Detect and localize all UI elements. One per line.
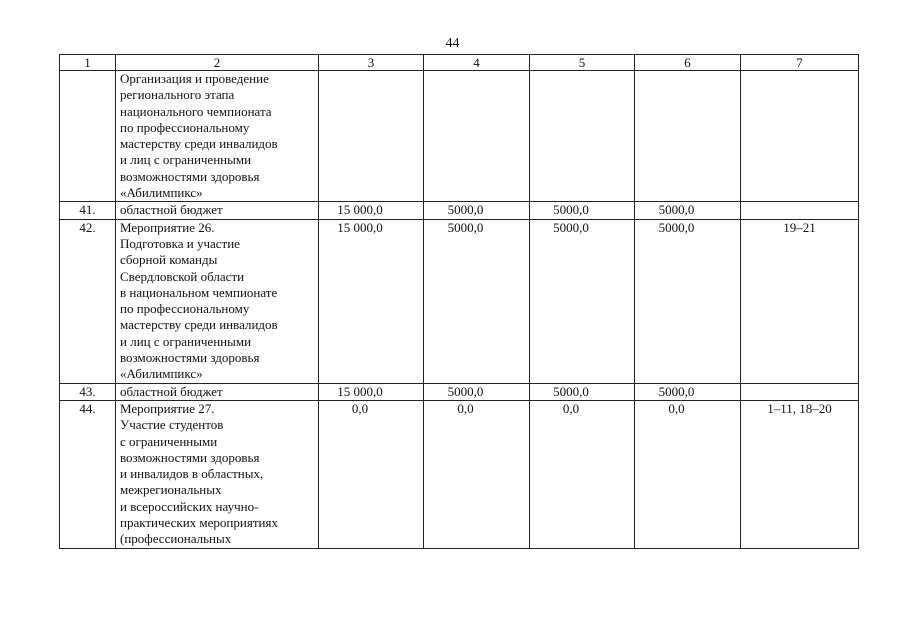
row-description-cell [116,71,319,202]
description-line: регионального этапа [120,87,235,103]
table-row [60,400,859,548]
note-cell-col7 [741,202,859,219]
description-line: и лиц с ограниченными [120,333,252,349]
value-cell-col5: 0,0 [530,400,635,548]
description-line: возможностями здоровья [120,350,260,366]
row-description-cell [116,202,319,219]
row-number-cell [60,71,116,202]
header-cell: 7 [741,55,859,71]
value-cell-col5: 5000,0 [530,383,635,400]
header-cell: 4 [424,55,530,71]
description-line: с ограниченными [120,433,218,449]
description-line: областной бюджет [120,202,223,218]
description-line: и инвалидов в областных, [120,466,264,482]
value-cell-col3: 15 000,0 [319,202,424,219]
description-line: мастерству среди инвалидов [120,317,278,333]
program-table [59,54,859,549]
value-cell-col4: 5000,0 [424,383,530,400]
description-line: практических мероприятиях [120,515,278,531]
description-line: по профессиональному [120,301,250,317]
value-cell-col6 [635,71,741,202]
table-row [60,202,859,219]
row-description-cell [116,400,319,548]
description-line: областной бюджет [120,383,223,399]
table-header-row [60,55,859,71]
note-cell-col7: 1–11, 18–20 [741,400,859,548]
description-line: и всероссийских научно- [120,498,259,514]
value-cell-col5 [530,71,635,202]
description-line: «Абилимпикс» [120,185,203,201]
description-line: Мероприятие 27. [120,400,215,416]
description-line: и лиц с ограниченными [120,152,252,168]
description-line: «Абилимпикс» [120,366,203,382]
row-description-cell [116,219,319,383]
description-line: межрегиональных [120,482,222,498]
description-line: по профессиональному [120,119,250,135]
description-line: сборной команды [120,252,218,268]
value-cell-col6: 0,0 [635,400,741,548]
row-number-cell: 41. [60,202,116,219]
value-cell-col5: 5000,0 [530,202,635,219]
header-cell: 3 [319,55,424,71]
description-line: возможностями здоровья [120,449,260,465]
value-cell-col5: 5000,0 [530,219,635,383]
row-number-cell: 44. [60,400,116,548]
header-cell: 6 [635,55,741,71]
description-line: в национальном чемпионате [120,284,278,300]
value-cell-col6: 5000,0 [635,202,741,219]
table-row [60,219,859,383]
value-cell-col3 [319,71,424,202]
header-cell: 2 [116,55,319,71]
row-description-cell [116,383,319,400]
value-cell-col6: 5000,0 [635,383,741,400]
page-number: 44 [445,36,460,51]
description-line: Участие студентов [120,417,224,433]
value-cell-col6: 5000,0 [635,219,741,383]
value-cell-col3: 0,0 [319,400,424,548]
header-cell: 5 [530,55,635,71]
description-line: Организация и проведение [120,71,269,86]
description-line: возможностями здоровья [120,168,260,184]
value-cell-col3: 15 000,0 [319,383,424,400]
description-line: Свердловской области [120,268,245,284]
header-cell: 1 [60,55,116,71]
note-cell-col7 [741,383,859,400]
description-line: Подготовка и участие [120,235,240,251]
value-cell-col4 [424,71,530,202]
description-line: (профессиональных [120,531,232,547]
value-cell-col4: 0,0 [424,400,530,548]
value-cell-col4: 5000,0 [424,202,530,219]
description-line: Мероприятие 26. [120,219,215,235]
value-cell-col4: 5000,0 [424,219,530,383]
note-cell-col7: 19–21 [741,219,859,383]
table-row [60,383,859,400]
description-line: национального чемпионата [120,103,272,119]
row-number-cell: 42. [60,219,116,383]
row-number-cell: 43. [60,383,116,400]
value-cell-col3: 15 000,0 [319,219,424,383]
table-row [60,71,859,202]
note-cell-col7 [741,71,859,202]
description-line: мастерству среди инвалидов [120,136,278,152]
